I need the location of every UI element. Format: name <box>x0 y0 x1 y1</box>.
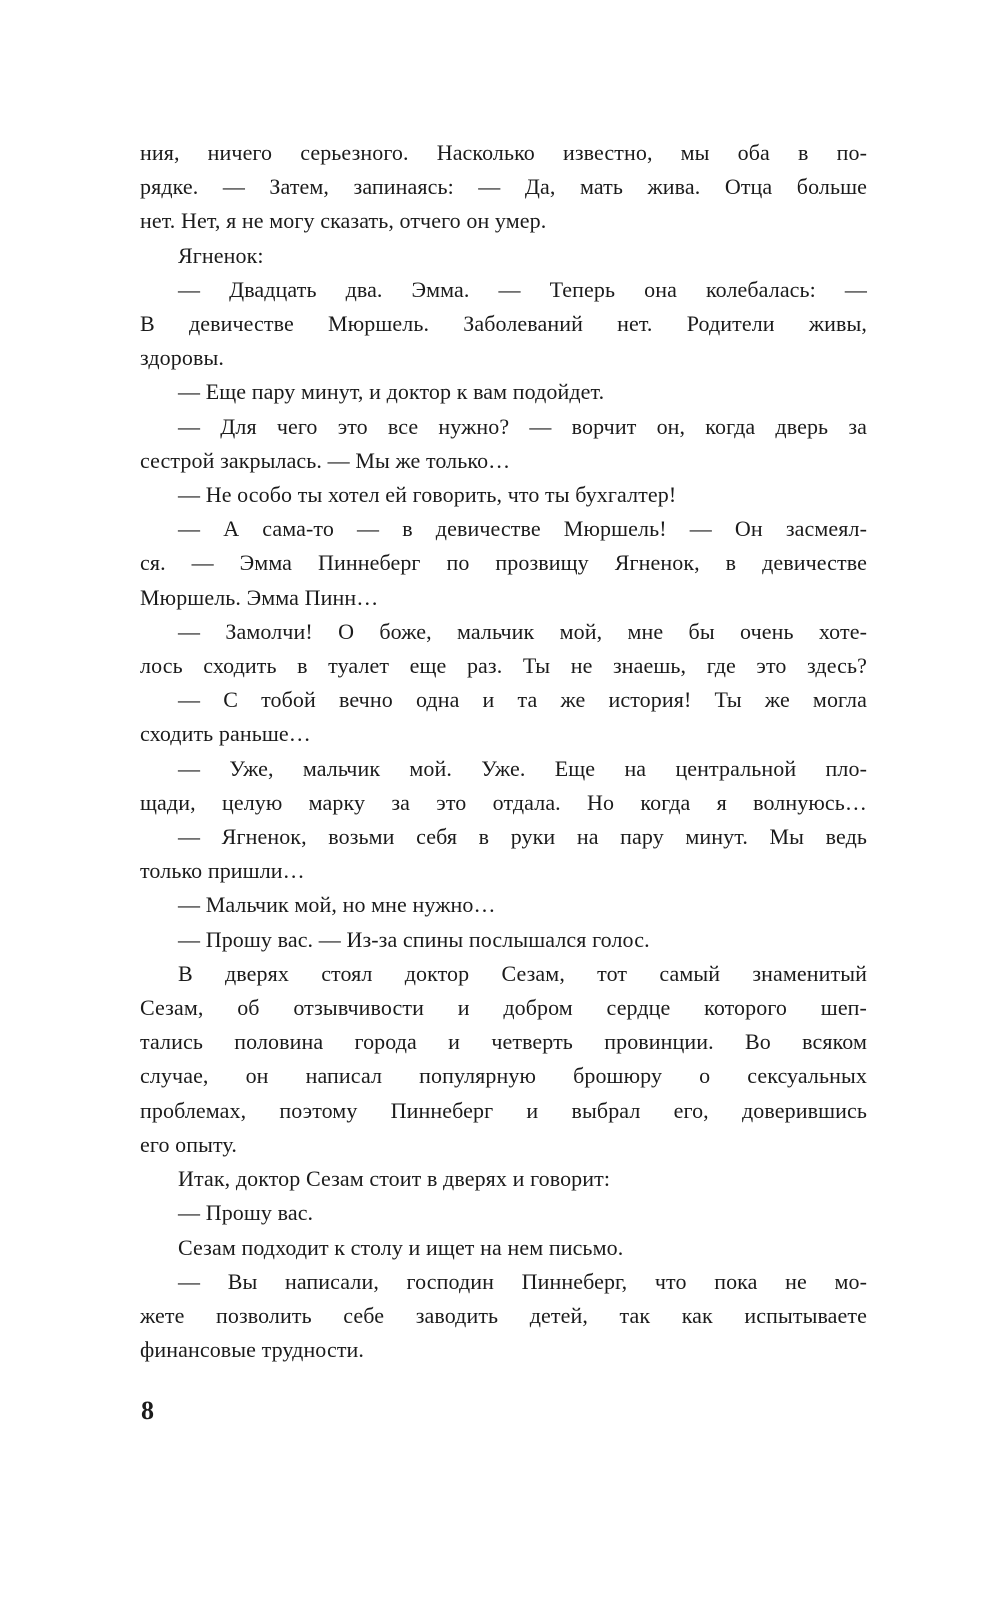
text-line: его опыту. <box>140 1131 237 1157</box>
text-line: — Прошу вас. — Из-за спины послышался голос. <box>178 926 650 952</box>
text-line: тались половина города и четверть провинции. Во всяком <box>140 1029 867 1055</box>
text-line: сестрой закрылась. — Мы же только… <box>140 447 511 473</box>
text-line: Ягненок: <box>178 242 264 268</box>
text-line: В дверях стоял доктор Сезам, тот самый знаменитый <box>178 960 867 986</box>
text-line: щади, целую марку за это отдала. Но когда я волнуюсь… <box>140 789 867 815</box>
text-line: рядке. — Затем, запинаясь: — Да, мать жива. Отца больше <box>140 174 867 200</box>
page-number: 8 <box>141 1396 154 1425</box>
text-line: Сезам, об отзывчивости и добром сердце которого шеп- <box>140 995 867 1021</box>
text-line: — Замолчи! О боже, мальчик мой, мне бы очень хоте- <box>178 618 867 644</box>
text-line: ся. — Эмма Пиннеберг по прозвищу Ягненок, в девичестве <box>140 550 867 576</box>
text-line: — Уже, мальчик мой. Уже. Еще на центральной пло- <box>178 755 867 781</box>
text-line: финансовые трудности. <box>140 1337 365 1363</box>
text-line: Мюршель. Эмма Пинн… <box>140 584 379 610</box>
text-line: лось сходить в туалет еще раз. Ты не знаешь, где это здесь? <box>140 653 867 679</box>
text-line: здоровы. <box>140 345 224 371</box>
text-line: ния, ничего серьезного. Насколько известно, мы оба в по- <box>140 140 867 165</box>
text-line: нет. Нет, я не могу сказать, отчего он умер. <box>140 208 547 234</box>
text-line: — Мальчик мой, но мне нужно… <box>178 892 496 918</box>
text-line: Итак, доктор Сезам стоит в дверях и говорит: <box>178 1166 611 1192</box>
text-line: — С тобой вечно одна и та же история! Ты же могла <box>178 687 867 713</box>
text-line: — Еще пару минут, и доктор к вам подойдет. <box>178 379 605 405</box>
text-line: жете позволить себе заводить детей, так как испытываете <box>140 1302 867 1328</box>
text-line: — Вы написали, господин Пиннеберг, что пока не мо- <box>178 1268 867 1294</box>
text-line: случае, он написал популярную брошюру о сексуальных <box>140 1063 867 1089</box>
page-text <box>140 136 867 1367</box>
text-line: — А сама-то — в девичестве Мюршель! — Он засмеял- <box>178 516 867 542</box>
text-line: — Не особо ты хотел ей говорить, что ты бухгалтер! <box>178 482 677 508</box>
text-line: В девичестве Мюршель. Заболеваний нет. Родители живы, <box>140 311 867 337</box>
text-line: Сезам подходит к столу и ищет на нем письмо. <box>178 1234 624 1260</box>
text-line: проблемах, поэтому Пиннеберг и выбрал его, доверившись <box>140 1097 867 1123</box>
text-line: — Прошу вас. <box>178 1200 314 1226</box>
text-line: — Для чего это все нужно? — ворчит он, когда дверь за <box>178 413 867 439</box>
text-line: — Двадцать два. Эмма. — Теперь она колебалась: — <box>178 276 867 302</box>
text-line: сходить раньше… <box>140 721 311 747</box>
text-line: только пришли… <box>140 858 305 884</box>
text-line: — Ягненок, возьми себя в руки на пару минут. Мы ведь <box>178 824 867 850</box>
